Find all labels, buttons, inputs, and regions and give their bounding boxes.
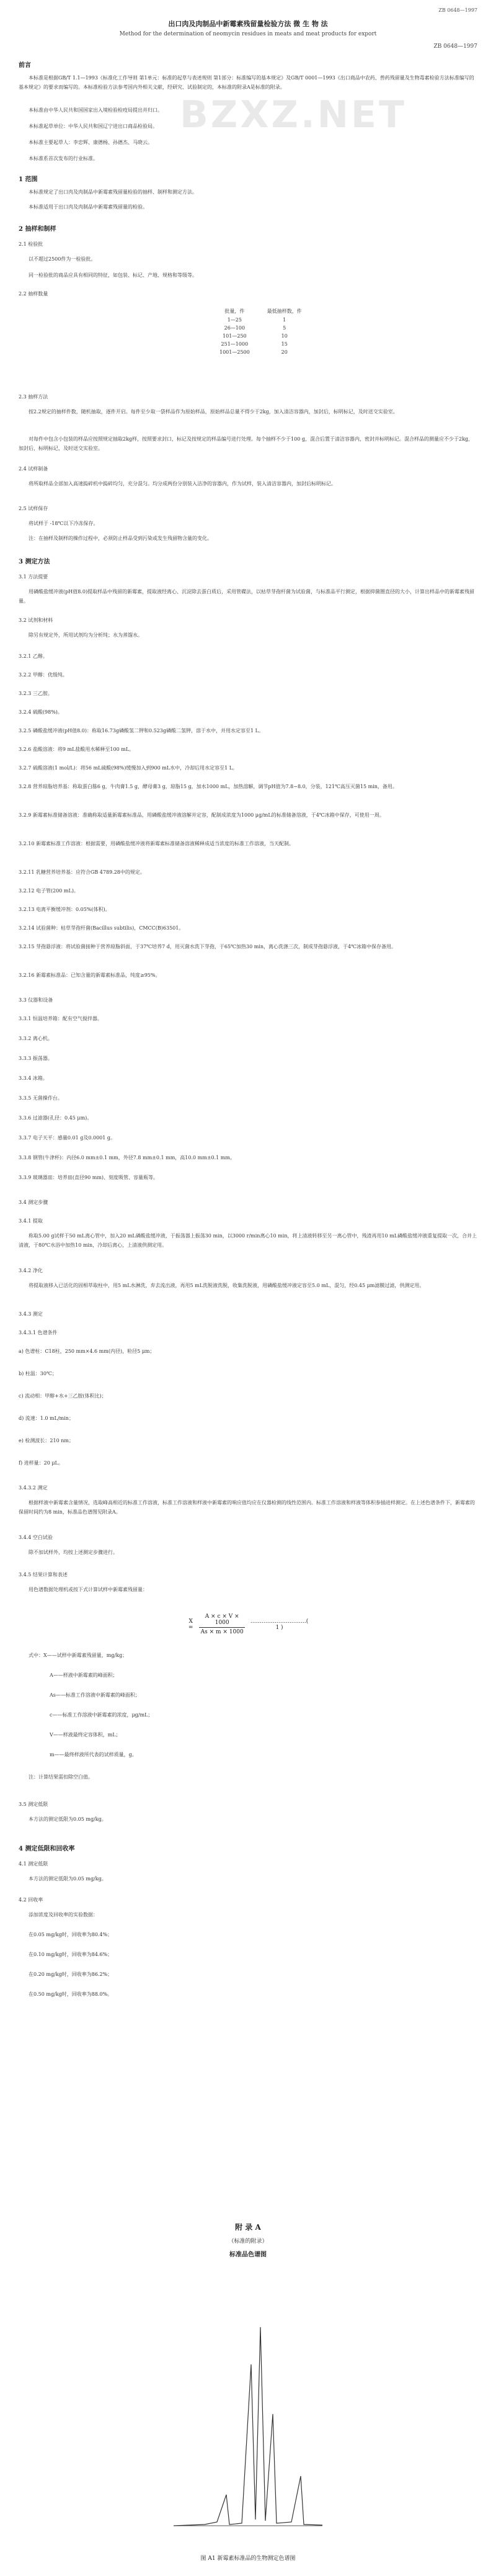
s3-p3432: 根据样液中新霉素含量情况，选取峰高相近的标准工作溶液，标准工作溶液和样液中新霉素的响应值均应在仪器检测的线性范围内。标准工作溶液和样液等体积参插进样测定。在上述色谱条件下，新霉素的保留时间约为8 min，标准品色谱图见附录A。 — [19, 1500, 475, 1515]
table-cell: 1001—2500 — [219, 349, 250, 355]
sampling-table — [211, 307, 311, 356]
table-cell: 1 — [283, 317, 286, 323]
s3-h3432: 3.4.3.2 测定 — [19, 1485, 48, 1491]
table-cell: 5 — [283, 325, 286, 331]
s2-h25: 2.5 试样保存 — [19, 506, 48, 511]
chromatogram-trace — [174, 2327, 322, 2526]
s3-p341: 称取5.00 g试样于50 mL离心管中，加入20 mL磷酸盐缓冲液，于振荡器上振荡30 min，以3000 r/min离心10 min，将上清液转移至另一离心管中，残渣再用10 mL磷酸盐缓冲液重复提取一次，合并上清液，于80℃水浴中加热10 min，冷却后离心，上清液供测定用。 — [19, 1233, 477, 1248]
reagent-9: 3.2.9 新霉素标准储备溶液：准确称取适量新霉素标准品，用磷酸盐缓冲液溶解并定容，配制成浓度为1000 μg/mL的标准储备溶液，于4℃冰箱中保存，可使用一周。 — [19, 812, 384, 818]
reagent-3: 3.2.3 三乙胺。 — [19, 691, 53, 696]
reagent-5: 3.2.5 磷酸盐缓冲液(pH值8.0)：称取16.73g磷酸氢二钾和0.523g磷酸二氢钾，溶于水中，并用水定容至1 L。 — [19, 728, 264, 734]
where-item-3: c——标准工作溶液中新霉素的浓度，μg/mL； — [50, 1712, 153, 1718]
reagent-12: 3.2.12 电子管(200 mL)。 — [19, 888, 79, 894]
s2-heading: 2 抽样和制样 — [19, 226, 56, 233]
s3-h31: 3.1 方法提要 — [19, 574, 48, 580]
calc-note: 注：计算结果需扣除空白值。 — [29, 1774, 93, 1780]
foreword-p2: 本标准由中华人民共和国国家出入境检验检疫局提出并归口。 — [29, 107, 162, 113]
equipment-5: 3.3.5 无菌操作台。 — [19, 1095, 63, 1101]
table-header-min: 最低抽样数，件 — [267, 308, 302, 314]
s2-p211: 以不超过2500件为一检验批。 — [29, 256, 96, 262]
foreword-p5: 本标准系首次发布的行业标准。 — [29, 156, 98, 161]
s3-h3431: 3.4.3.1 色谱条件 — [19, 1330, 58, 1335]
recovery-2: 在0.10 mg/kg时，回收率为84.6%； — [29, 1952, 113, 1957]
figure-caption: 图 A1 新霉素标准品的生物测定色谱图 — [200, 2556, 296, 2562]
table-row — [211, 316, 311, 324]
s4-p41: 本方法的测定低限为0.05 mg/kg。 — [29, 1876, 107, 1882]
s1-p1: 本标准规定了出口肉及肉制品中新霉素残留量检验的抽样、制样和测定方法。 — [29, 189, 197, 195]
s2-h22: 2.2 抽样数量 — [19, 291, 48, 297]
formula-eq-number: …………………………( 1 ) — [250, 1618, 309, 1631]
where-clause: 式中：X——试样中新霉素残留量，mg/kg； — [29, 1653, 128, 1658]
equipment-4: 3.3.4 冰箱。 — [19, 1075, 48, 1081]
reagent-2: 3.2.2 甲醇：优级纯。 — [19, 672, 68, 678]
equipment-1: 3.3.1 恒温培养箱：配有空气搅拌器。 — [19, 1016, 102, 1021]
title-en: Method for the determination of neomycin residues in meats and meat products for export — [119, 31, 377, 37]
reagent-1: 3.2.1 乙醇。 — [19, 653, 48, 659]
table-row — [211, 332, 311, 340]
foreword-p4: 本标准主要起草人：李忠辉、康德杨、孙德杰、马晓云。 — [29, 140, 153, 145]
s2-p23b: 对每件中包含小包装的样品应按照规定抽取2kg样，按照要求封口，标记及按规定的样品编号进行处理。每个抽样不少于100 g，混合后置于清洁容器内，密封并标明标记。混合样品的测量应不少于2kg，加封后，标明标记，及时送交实验室。 — [19, 436, 474, 451]
where-item-5: m——最终样液所代表的试样质量，g。 — [50, 1752, 137, 1757]
equipment-9: 3.3.9 玻璃器皿：培养皿(直径90 mm)、刻度吸管、容量瓶等。 — [19, 1175, 159, 1180]
table-cell: 20 — [281, 349, 288, 355]
appendix-title: 附 录 A — [235, 2223, 261, 2232]
s3-h34: 3.4 测定步骤 — [19, 1200, 48, 1205]
recovery-3: 在0.20 mg/kg时，回收率为86.2%； — [29, 1972, 113, 1977]
reagent-13: 3.2.13 电离平衡缓冲剂：0.05%(体积)。 — [19, 907, 110, 912]
formula-lhs: X = — [188, 1618, 193, 1631]
s3-p342: 将提取液移入已活化的固相萃取柱中，用5 mL水淋洗，弃去流出液，再用5 mL洗脱液洗脱，收集洗脱液，用磷酸盐缓冲液定容至5.0 mL，混匀，经0.45 μm滤膜过滤，供测定用。 — [29, 1283, 425, 1288]
s4-h41: 4.1 测定低限 — [19, 1861, 48, 1867]
chrom-cond-3: c) 流动相：甲醇+水+三乙胺(体积比)； — [19, 1393, 107, 1399]
s2-p24: 将所取样品全部加入高速捣碎机中捣碎均匀，充分混匀。均分成两份分别装入洁净的容器内，作为试样，装入清洁容器内，加封后标明标记。 — [29, 481, 336, 487]
s2-p25b: 注：在抽样及制样的操作过程中，必须防止样品受到污染或发生残留物含量的变化。 — [29, 536, 212, 541]
s3-h341: 3.4.1 提取 — [19, 1218, 43, 1224]
table-cell: 1—25 — [227, 317, 242, 323]
s3-h342: 3.4.2 净化 — [19, 1268, 43, 1273]
table-cell: 251—1000 — [221, 341, 249, 347]
chrom-cond-4: d) 流速：1.0 mL/min； — [19, 1416, 74, 1421]
s3-p345: 用色谱数据处理机或按下式计算试样中新霉素残留量： — [29, 1587, 148, 1592]
s4-h42: 4.2 回收率 — [19, 1897, 43, 1903]
table-row — [211, 340, 311, 348]
foreword-p3: 本标准起草单位：中华人民共和国辽宁进出口商品检验局。 — [29, 123, 157, 129]
s3-h344: 3.4.4 空白试验 — [19, 1535, 53, 1540]
reagent-6: 3.2.6 盐酸溶液：将9 mL盐酸用水稀释至100 mL。 — [19, 747, 135, 752]
s2-h23: 2.3 抽样方法 — [19, 394, 48, 400]
equipment-6: 3.3.6 过滤器(孔径：0.45 μm)。 — [19, 1115, 92, 1121]
s4-heading: 4 测定低限和回收率 — [19, 1846, 75, 1852]
formula-numerator: A × c × V × 1000 — [205, 1613, 239, 1626]
table-row — [211, 324, 311, 332]
s4-p42: 添加浓度及回收率的实验数据： — [29, 1912, 98, 1918]
s3-p32: 除另有规定外，所用试剂均为分析纯；水为蒸馏水。 — [29, 632, 143, 638]
foreword-heading: 前言 — [19, 62, 31, 69]
reagent-10: 3.2.10 新霉素标准工作溶液：根据需要，用磷酸盐缓冲液将新霉素标准储备溶液稀释成适当浓度的标准工作溶液，当天配制。 — [19, 841, 294, 846]
table-row — [211, 348, 311, 356]
s3-h32: 3.2 试剂和材料 — [19, 617, 53, 623]
s3-p35: 本方法的测定低限为0.05 mg/kg。 — [29, 1816, 107, 1822]
reagent-4: 3.2.4 硫酸(98%)。 — [19, 709, 63, 715]
s3-heading: 3 测定方法 — [19, 559, 50, 565]
equipment-3: 3.3.3 振荡器。 — [19, 1056, 53, 1061]
where-item-2: As——标准工作溶液中新霉素的峰面积； — [50, 1692, 140, 1698]
s3-h33: 3.3 仪器和设备 — [19, 997, 53, 1003]
chromatogram — [167, 2290, 329, 2538]
s2-p23: 按2.2规定的抽样件数，随机抽取，逐件开启。每件至少取一袋样品作为原始样品，原始样品总量不得少于2kg，加入清洁容器内，加封后，标明标记，及时送交实验室。 — [29, 409, 398, 415]
reagent-8: 3.2.8 营养琼脂培养基：称取蛋白胨6 g，牛肉膏1.5 g，酵母膏3 g，琼脂15 g，加水1000 mL，加热溶解，调节pH值为7.8~8.0，分装，121℃高压灭菌15 min，备用。 — [19, 784, 397, 789]
where-item-1: A——样液中新霉素的峰面积； — [50, 1672, 118, 1678]
s3-h35: 3.5 测定低限 — [19, 1802, 48, 1807]
watermark: BZXZ.NET — [180, 93, 407, 137]
table-cell: 26—100 — [224, 325, 246, 331]
formula-denominator: As × m × 1000 — [200, 1629, 244, 1635]
s3-p31: 用磷酸盐缓冲液(pH值8.0)提取样品中残留的新霉素，提取液经离心、沉淀除去蛋白质后，采用管碟法，以枯草芽孢杆菌为试验菌，与标准品平行测定，根据抑菌圈直径的大小，计算出样品中的新霉素残留量。 — [19, 589, 475, 604]
equipment-8: 3.3.8 钢管(牛津杯)：内径6.0 mm±0.1 mm，外径7.8 mm±0.1 mm，高10.0 mm±0.1 mm。 — [19, 1155, 235, 1160]
chrom-cond-6: f) 进样量：20 μL。 — [19, 1460, 63, 1466]
reagent-7: 3.2.7 硫酸溶液(1 mol/L)：将56 mL硫酸(98%)缓慢加入到900 mL水中，冷却后用水定容至1 L。 — [19, 765, 238, 771]
table-cell: 10 — [281, 333, 288, 339]
s2-p25: 将试样于 -18℃以下冷冻保存。 — [29, 521, 99, 526]
reagent-16: 3.2.16 新霉素标准品：已知含量的新霉素标准品，纯度≥95%。 — [19, 972, 161, 978]
s3-p344: 除不加试样外，均按上述测定步骤进行。 — [29, 1550, 118, 1555]
chrom-cond-2: b) 柱温：30℃； — [19, 1371, 57, 1376]
s2-h21: 2.1 检验批 — [19, 241, 43, 247]
header-std-no: ZB 0648—1997 — [438, 7, 477, 13]
table-header-batch: 批量，件 — [224, 308, 245, 314]
reagent-15: 3.2.15 芽孢悬浮液：将试验菌接种于营养琼脂斜面，于37℃培养7 d，用灭菌水洗下芽孢，于65℃加热30 min，离心洗涤三次，制成芽孢悬浮液，于4℃冰箱中保存备用。 — [19, 944, 397, 949]
where-item-4: V——样液最终定容体积，mL； — [50, 1732, 121, 1738]
s2-p212: 同一检验批的商品应具有相同的特征，如包装、标记、产地、规格和等级等。 — [29, 272, 197, 278]
chrom-cond-1: a) 色谱柱：C18柱，250 mm×4.6 mm(内径)，粒径5 μm； — [19, 1349, 155, 1354]
reagent-11: 3.2.11 乳糖营养培养基：应符合GB 4789.28中的规定。 — [19, 869, 145, 875]
foreword-p1: 本标准是根据GB/T 1.1—1993《标准化工作导则 第1单元：标准的起草与表述规则 第1部分：标准编写的基本规定》及GB/T 0001—1993《出口商品中农药、兽药残留量及生物毒素检验方法标准编写的基本规定》的要求而编写的。本标准检验方法参考国内外相关文献，经研究、试验制定的，本标准的附录A是标准的附录。 — [19, 75, 474, 90]
reagent-14: 3.2.14 试验菌种：枯草芽孢杆菌(Bacillus subtilis)，CMCC(B)63501。 — [19, 925, 184, 931]
recovery-4: 在0.50 mg/kg时，回收率为88.0%。 — [29, 1991, 113, 1997]
table-cell: 15 — [281, 341, 288, 347]
title-cn: 出口肉及肉制品中新霉素残留量检验方法 微 生 物 法 — [168, 20, 328, 28]
appendix-figure-title: 标准品色谱图 — [229, 2251, 267, 2258]
recovery-1: 在0.05 mg/kg时，回收率为80.4%； — [29, 1932, 113, 1937]
formula — [186, 1613, 310, 1635]
s2-h24: 2.4 试样制备 — [19, 466, 48, 472]
table-cell: 101—250 — [223, 333, 247, 339]
appendix-subtitle: （标准的附录） — [228, 2238, 268, 2245]
s1-heading: 1 范围 — [19, 176, 38, 183]
std-number: ZB 0648—1997 — [433, 43, 477, 50]
s3-h343: 3.4.3 测定 — [19, 1311, 43, 1317]
equipment-7: 3.3.7 电子天平：感量0.01 g及0.0001 g。 — [19, 1135, 116, 1141]
equipment-2: 3.3.2 离心机。 — [19, 1036, 53, 1041]
s3-h345: 3.4.5 结果计算和表述 — [19, 1572, 68, 1577]
s1-p2: 本标准适用于出口肉及肉制品中新霉素残留量的检验。 — [29, 204, 148, 210]
chrom-cond-5: e) 检测波长：210 nm； — [19, 1438, 74, 1443]
